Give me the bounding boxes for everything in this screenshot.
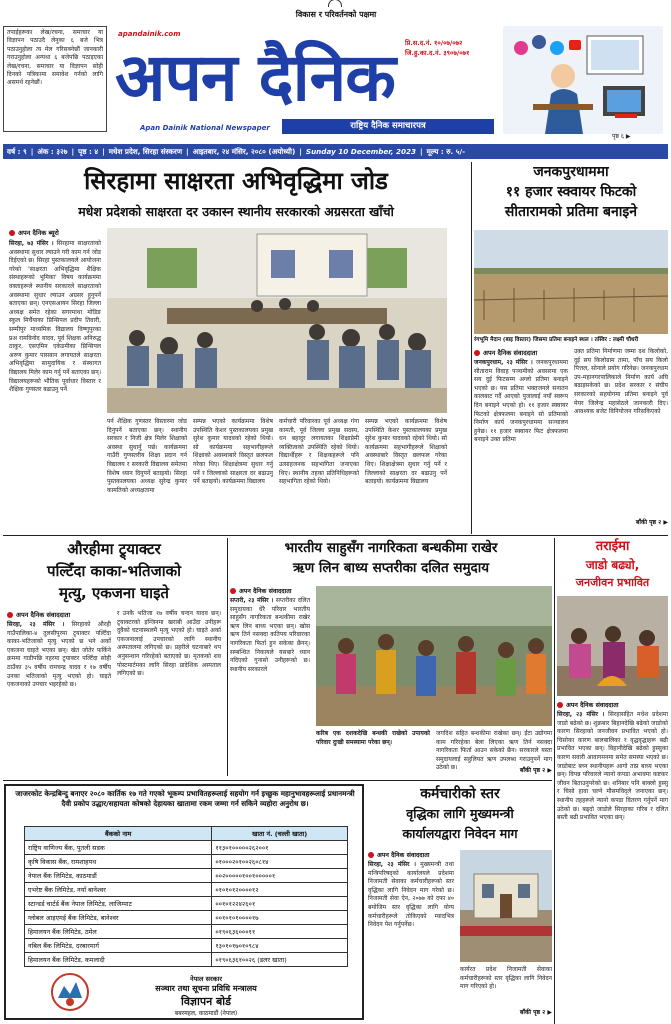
tractor-body-2: र उनकै भतिजा १७ वर्षीय चन्दन यादव छन्। ट्र्याक्टरको इन्जिनमा खराबी आउँदा उनीहरू दुवैको घटनास्थलमै मृत्यु भएको हो। घाइते अर्का एकजनालाई उपचारको लागि स्थानीय अस्पतालमा लगिएको छ। प्रहरीले घटनाबारे थप अनुसन्धान गरिरहेको बताएको छ। मृतकको शव पोस्टमार्टमका लागि सिरहा प्रादेशिक अस्पताल लगिएको छ। [117,610,221,678]
bank-name-header: बैंकको नाम [25,827,212,841]
tractor-dateline: सिरहा, २३ मंसिर । [7,621,65,628]
account-number: १३०१०१७०१०९८४ [212,939,348,953]
statue-body-1: जनकपुरधाम, २३ मंसिर । जनकपुरधाममा सीताराम विवाह पञ्चमीको अवसरमा एक सय दुई फिटसम्म अग्लो प्रतिमा बनाइने भएको छ। यस प्रतिमा भक्तजनले सनातन कालबाट गर्दै आएको पुजालाई नयाँ स्वरूप दिन बनाइने भएको हो। ११ हजार स्क्वायर फिटको क्षेत्रफलमा बनाइने सो प्रतिमाको निर्माण कार्य जनकपुरधाममा सञ्चालन हुनेछ। ११ हजार स्क्वायर फिट क्षेत्रफलमा बनाइने उक्त प्रतिमा [474,359,568,444]
karmachari-column-1 [368,850,454,1018]
account-number: ०१९०६३६१००२६ (डलर खाता) [212,953,348,967]
cold-headline-2: जाडो बढ्यो, [585,558,640,572]
account-number: ००१०१२२४२६०१ [212,897,348,911]
karmachari-byline: अपन दैनिक संवाददाता [368,850,454,859]
cold-byline: अपन दैनिक संवाददाता [557,700,668,709]
cold-story [557,538,668,1024]
lead-body-5: सम्पन्न भएको कार्यक्रममा विशेष उपस्थिति केशर पुस्तकालयका प्रमुख सुरेश कुमार यादवको रहेको थियो। सो कार्यक्रममा सहभागीहरूले शिक्षाको अवस्थाबारे विस्तृत छलफल गरेका थिए। शिक्षाक्षेत्रमा सुधार गर्नु पर्ने र जिल्लाको साक्षरता दर बढाउनु पर्ने बताइयो। कार्यक्रममा विद्यालय [365,418,447,486]
dalit-column-1 [230,586,310,776]
lead-dateline: सिरहा, ७३ मंसिर । [9,240,54,247]
tagline: विकास र परिवर्तनको पक्षमा [295,10,377,19]
bank-name: नेपाल बैंक लिमिटेड, काठमाडौं [25,869,212,883]
tagline-banner [252,2,420,20]
cold-headline-3: जनजीवन प्रभावित [575,576,650,589]
tractor-headline-3: मृत्यु, एकजना घाइते [59,584,169,602]
lead-byline: अपन दैनिक ब्यूरो [9,228,101,237]
statue-column-2 [574,348,668,532]
column-divider [554,538,555,1024]
karmachari-headline-1: कर्मचारीको स्तर [420,786,500,802]
bank-name: नबिल बैंक लिमिटेड, दरबारमार्ग [25,939,212,953]
submission-notice-box [3,26,107,132]
statue-headline-3: सीतारामको प्रतिमा बनाइने [504,204,638,220]
info-divider: | [299,147,302,156]
paper-title: अपन दैनिक [115,39,395,116]
issue-number: अंक : ३२७ [37,146,68,156]
info-divider: | [30,147,34,156]
page-reference: पृष्ठ ६ ▶ [612,133,631,140]
cold-headline-1: तराईमा [595,539,630,554]
english-name: Apan Dainik National Newspaper [140,124,270,132]
tractor-column-1 [7,610,111,770]
volume: वर्ष : ९ [7,146,27,156]
lead-body-3: सम्पन्न भएको कार्यक्रममा विशेष उपस्थिति केशर पुस्तकालयका प्रमुख सुरेश कुमार यादवको रहेको थियो। सो कार्यक्रममा सहभागीहरूले शिक्षाको अवस्थाबारे विस्तृत छलफल गरेका थिए। शिक्षाक्षेत्रमा सुधार गर्नु पर्ने र जिल्लाको साक्षरता दर बढाउनु पर्ने बताइयो। कार्यक्रममा विद्यालय [193,418,273,486]
byline-dot-icon [368,852,374,858]
byline-dot-icon [9,230,15,236]
account-number: ००२०००००१००१०००००१ [212,869,348,883]
table-header-row [25,827,348,841]
bank-name: स्टान्डर्ड चार्टर्ड बैंक नेपाल लिमिटेड, लाजिम्पाट [25,897,212,911]
byline-dot-icon [557,702,563,708]
website-link[interactable]: apandainik.com [118,30,181,38]
subtitle-strip [282,119,494,134]
cold-column [557,700,668,1022]
registration-number-2: जि.हु.का.द.नं. ३९०७/०७१ [405,49,470,57]
masthead-illustration [503,26,663,134]
dalit-photo-caption: करिब एक दशकदेखि बन्धकी राखेको उपायको परिवार दुःखी समस्यामा परेका छन्। [316,730,430,746]
notice-footer [106,974,306,1017]
lead-headline: सिरहामा साक्षरता अभिवृद्धिमा जोड [84,167,388,195]
tractor-byline: अपन दैनिक संवाददाता [7,610,111,619]
bank-name: हिमालयन बैंक लिमिटेड, कमलादी [25,953,212,967]
statue-continued[interactable]: बाँकी पृष्ठ २ ▶ [635,519,668,526]
account-number-header: खाता नं. (चल्ती खाता) [212,827,348,841]
column-divider [227,538,228,776]
nepali-date: आइतबार, २४ मंसिर, २०८० (अयोध्यी) [192,146,296,156]
account-number: ०१०१०१२००००१२ [212,883,348,897]
dalit-body-3: जगदिश सहित बन्धकीमा राखेका छन्। ईंटा उद्योगमा काम गरिरहेका बेला लिएका ऋण तिर्न नसक्दा नागरिकता फिर्ता आउन सकेको छैन। सरकारले यस्ता समुदायलाई सहुलियत ऋण उपलब्ध गराउनुपर्ने माग उठेको छ। [436,730,552,772]
bank-table-wrap [24,826,348,967]
bank-name: एभरेष्ट बैंक लिमिटेड, नयाँ बानेश्वर [25,883,212,897]
dalit-continued[interactable]: बाँकी पृष्ठ २ ▶ [519,767,552,774]
dalit-photo [316,586,552,726]
info-divider: | [419,147,423,156]
relief-fund-notice [4,784,364,1020]
karmachari-story [368,784,552,1020]
table-row [25,869,348,883]
masthead [0,0,671,142]
board-address: बबरमहल, काठमाडौं (नेपाल) [174,1010,238,1017]
dalit-column-3 [436,730,552,776]
ministry-name: सञ्चार तथा सूचना प्रविधि मन्त्रालय [155,984,257,993]
table-row [25,953,348,967]
table-row [25,841,348,855]
edition: मधेश प्रदेश, सिरहा संस्करण [108,146,183,156]
karmachari-headline-3: कार्यालयद्वारा निवेदन माग [402,826,518,841]
statue-column-1 [474,348,568,532]
dalit-headline-1: भारतीय साहुसँग नागरिकता बन्धकीमा राखेर [284,540,498,556]
statue-headline-1: जनकपुरधाममा [533,164,609,180]
submission-notice-text: तपाईहरूका लेख/रचना, समाचार या विज्ञापन पठाउदै लेनुका ६ बजे भित्र पठाउनुहोला त्य मेल गरिसक्नेछौं जानकारी गराउनुहोला अन्यथा ६ बजेपछि पठाइएका लेख/रचना, समाचार या विज्ञापन सोही दिनको पत्रिकामा समावेश गर्नको लागि असमर्थ रहनेछौं। [7,29,103,87]
account-number: ०१९०६३६०००११ [212,925,348,939]
statue-site-photo [474,230,668,334]
statue-byline: अपन दैनिक संवाददाता [474,348,568,357]
statue-dateline: जनकपुरधाम, २३ मंसिर । [474,359,533,366]
table-row [25,925,348,939]
statue-photo-caption: रंगभूमि मैदान (बाइ विस्तार) जिसमा प्रतिमा बनाइने स्थल । तस्विर : लक्ष्मी चौधरी [474,337,639,343]
account-number: ०१०००२०१००२६०८१४ [212,855,348,869]
english-date: Sunday 10 December, 2023 [305,147,416,156]
lead-body-1: सिरहा, ७३ मंसिर । सिरहामा साक्षरताको अवस्थामा सुधार ल्याउने गरी काम गर्न जोड दिईएको छ। सिरहा पुस्तकालयले आयोजना गरेको 'साक्षरता अभिवृद्धिमा शैक्षिक संस्थाहरूको भूमिका' विषय कार्यक्रममा वक्ताहरूले स्थानीय सरकारले साक्षरताको अवस्थामा सुधार ल्याउन अग्रसर हुनुपर्ने बताएका छन्। एनएसआयन सिरहा जिल्ला अध्यक्ष समेत रहेका सगरमाथा मोडिङ स्कुल मिर्चैयाका प्रिन्सिपल प्रदीप तिवारी, सम्मीपुर माध्यमिक विद्यालय विष्णुपुरका प्रअ रामविनोद यादव, पूर्व शिक्षक अनिरुद्ध ठाकुर, एसएमिन एकेडमीका प्रिन्सिपल अरुण कुमार पासवान लगायतले साक्षरता अभिवृद्धिमा सामुदायिक र संस्थागत विद्यालय मिलेर काम गर्नु पर्ने बताएका छन्। विद्यालयहरूको भौतिक पूर्वाधार विस्तार र शैक्षिक गुणस्तर बढाउनु पर्ने [9,240,101,394]
karmachari-body-2: कार्यरत प्रदेश निजामती सेवाका कर्मचारीहरूको स्तर वृद्धिका लागि निवेदन माग गरिएको हो। [460,966,552,991]
ornament-icon [328,0,342,7]
dalit-dateline: सप्तरी, २३ मंसिर । [230,597,274,604]
karmachari-dateline: सिरहा, २३ मंसिर । [368,861,417,868]
info-divider: | [186,147,189,156]
tractor-headline-1: औरहीमा ट्र्याक्टर [67,540,161,558]
registration-number-1: प्रि.स.द.नं. १०/०७/०७२ [405,39,463,47]
dalit-headline-2: ऋण लिन बाध्य सप्तरीका दलित समुदाय [292,560,490,576]
lead-subheadline: मधेश प्रदेशको साक्षरता दर उकास्न स्थानीय सरकारको अग्रसरता खाँचो [78,204,394,219]
cold-body: सिरहा, २३ मंसिर । सिरहासहित मधेश प्रदेशमा जाडो बढेको छ। शुक्रबार बिहानदेखि बढेको जाडोको कारण सिरहाको जनजीवन प्रभावित भएको हो। चिसोका कारण बालबालिका र वृद्धवृद्धाहरू बढी प्रभावित भएका छन्। विहानीदेखि बढेको हुस्सुका कारण सवारी आवागमनमा समेत समस्या भएको छ। जाडोबाट बच्न स्थानीयहरू आगो ताप्न बाध्य भएका छन्। विपन्न परिवारले न्यानो कपडा अभावमा कष्टकर जीवन बिताउनुपरेको छ। शनिबार पनि बाक्लो हुस्सु र चिसो हावा चल्ने मौसमविद्ले जनाएका छन्। स्थानीय तहहरूले न्यानो कपडा वितरण गर्नुपर्ने माग उठेको छ। बढ्दो जाडोले सिरहाका गरिब र दलित बस्ती बढी प्रभावित भएका छन्। [557,711,668,822]
tractor-story [3,538,225,778]
dalit-story [230,538,552,778]
byline-dot-icon [7,612,13,618]
govt-name: नेपाल सरकार [189,975,223,983]
bank-name: राष्ट्रिय वाणिज्य बैंक, पुतली सडक [25,841,212,855]
karmachari-body-1: सिरहा, २३ मंसिर । मुख्यमन्त्री तथा मन्त्रिपरिषद्को कार्यालयले प्रदेशमा निजामती सेवाका कर्मचारीहरूको स्तर वृद्धिका लागि निवेदन माग गरेको छ। निजामती सेवा ऐन, २०७७ को दफा ४० बमोजिम स्तर वृद्धिका लागि योग्य कर्मचारीहरूले तोकिएको म्यादभित्र निवेदन पेश गर्नुपर्नेछ। [368,861,454,929]
cold-photo [557,596,668,696]
section-divider [3,780,552,781]
statue-headline-2: ११ हजार स्क्वायर फिटको [505,184,637,200]
table-row [25,939,348,953]
lead-body-4: कर्मचारी परिवारका पूर्व अध्यक्ष गंगा कामती, पूर्व जिल्ला प्रमुख सदस्य, धन बहादुर लगायतका शिक्षाप्रेमी व्यक्तित्वको उपस्थिति रहेको थियो। विद्यार्थीहरू र शिक्षकहरूले पनि उत्साहजनक सहभागिता जनाएका थिए। स्थानीय तहका प्रतिनिधिहरूको सहभागिता रहेको थियो। [279,418,359,486]
table-row [25,897,348,911]
lead-body-2: पर्न शैक्षिक गुणस्तर विस्तारमा जोड दिनुपर्ने बताएका छन्। स्थानीय सरकार र निजी क्षेत्र मिलेर शिक्षाको अवस्था सुधार्नु पर्छ। कार्यक्रममा गाउँरी गुणस्तरीय शिक्षा प्रदान गर्न विद्यालय र सरकारी विद्यालय समेतमा विशेष ध्यान दिनुपर्ने बताइयो। सिरहा पुस्तकालयका अध्यक्ष सुरेन्द्र कुमार कामतिको अध्यक्षतामा [107,418,187,494]
office-photo [460,850,552,962]
column-divider [471,162,472,534]
board-name: विज्ञापन बोर्ड [180,995,232,1008]
karmachari-continued[interactable]: बाँकी पृष्ठ २ ▶ [519,1009,552,1016]
price: मूल्य : रु. ५/- [426,146,466,156]
info-divider: | [102,147,105,156]
tractor-body-1: सिरहा, २३ मंसिर । सिरहाको औरही गाउँपालिका-४ तुलसीपुरमा ट्र्याक्टर पल्टिँदा काका-भतिजाको मृत्यु भएको छ भने अर्को एकजना घाइते भएका छन्। खेत जोतेर फर्किने क्रममा गाडीपछि नहरमा ट्र्याक्टर पल्टिँदा सोही ठाउँका ३५ वर्षीय रामचन्द्र यादव र १७ वर्षीय उनका भतिजाको मृत्यु भएको हो। घाइते एकजनाको उपचार भइरहेको छ। [7,621,111,689]
cold-dateline: सिरहा, २३ मंसिर । [557,711,605,718]
statue-story [474,162,668,534]
section-divider [3,535,668,536]
dalit-byline: अपन दैनिक संवाददाता [230,586,310,595]
info-divider: | [71,147,75,156]
info-bar [3,144,668,159]
notice-heading: जाजरकोट केन्द्रबिन्दु बनाएर २०८० कार्तिक १७ गते गएको भूकम्प प्रभावितहरूलाई सहयोग गर्न इच्छुक महानुभावहरूलाई प्रधानमन्त्री दैवी प्रकोप उद्धार/सहायता कोषको देहायका खातामा रकम जम्मा गर्न सकिने व्यहोरा अनुरोध छ। [15,789,355,808]
account-number: ००१०१०१००००१७ [212,911,348,925]
tractor-headline-2: पल्टिँदा काका-भतिजाको [46,562,181,580]
bank-account-table [24,826,348,967]
nepal-emblem-icon [50,972,90,1012]
table-row [25,883,348,897]
statue-body-2: उक्त प्रतिमा निर्माणमा जम्मा दश किलोको, दुई सय किलोग्राम तामा, पाँच सय किलो पित्तल, सोनाले प्रयोग गरिनेछ। जनकपुरधाम उप-महानगरपालिकाले निर्माण कार्य अघि बढाइसकेको छ। प्रदेश सरकार र संघीय सरकारको सहयोगमा प्रतिमा बनाइने पूर्व मेयर जिलेन्द्र महासेठले जानकारी दिए। आवश्यक बजेट विनियोजन गरिसकिएको [574,348,668,416]
bank-name: ग्लोबल आइएमई बैंक लिमिटेड, बानेश्वर [25,911,212,925]
dalit-body-1: सप्तरी, २३ मंसिर । सप्तरीका दलित समुदायका धेरै परिवार भारतीय साहुसँग नागरिकता बन्धकीमा राखेर ऋण लिन बाध्य भएका छन्। खोस ऋण तिर्न नसक्दा कतिपय परिवारका नागरिकता फिर्ता हुन सकेका छैनन्। सम्बन्धित निकायले यसबारे ध्यान नदिएको गुनासो उनीहरूको छ। स्थानीय सरकारले [230,597,310,673]
lead-column-1 [9,228,101,528]
table-row [25,911,348,925]
table-row [25,855,348,869]
lead-photo [107,228,447,413]
byline-dot-icon [230,588,236,594]
bank-name: कृषि विकास बैंक, रामशाहपथ [25,855,212,869]
subtitle: राष्ट्रिय दैनिक समाचारपत्र [350,121,426,131]
byline-dot-icon [474,350,480,356]
account-number: ११३०१०००००२६२००१ [212,841,348,855]
bank-name: हिमालयन बैंक लिमिटेड, ठमेल [25,925,212,939]
page-count: पृष्ठ : ४ [78,146,99,156]
lead-story [3,162,469,532]
karmachari-headline-2: वृद्धिका लागि मुख्यमन्त्री [406,806,514,821]
